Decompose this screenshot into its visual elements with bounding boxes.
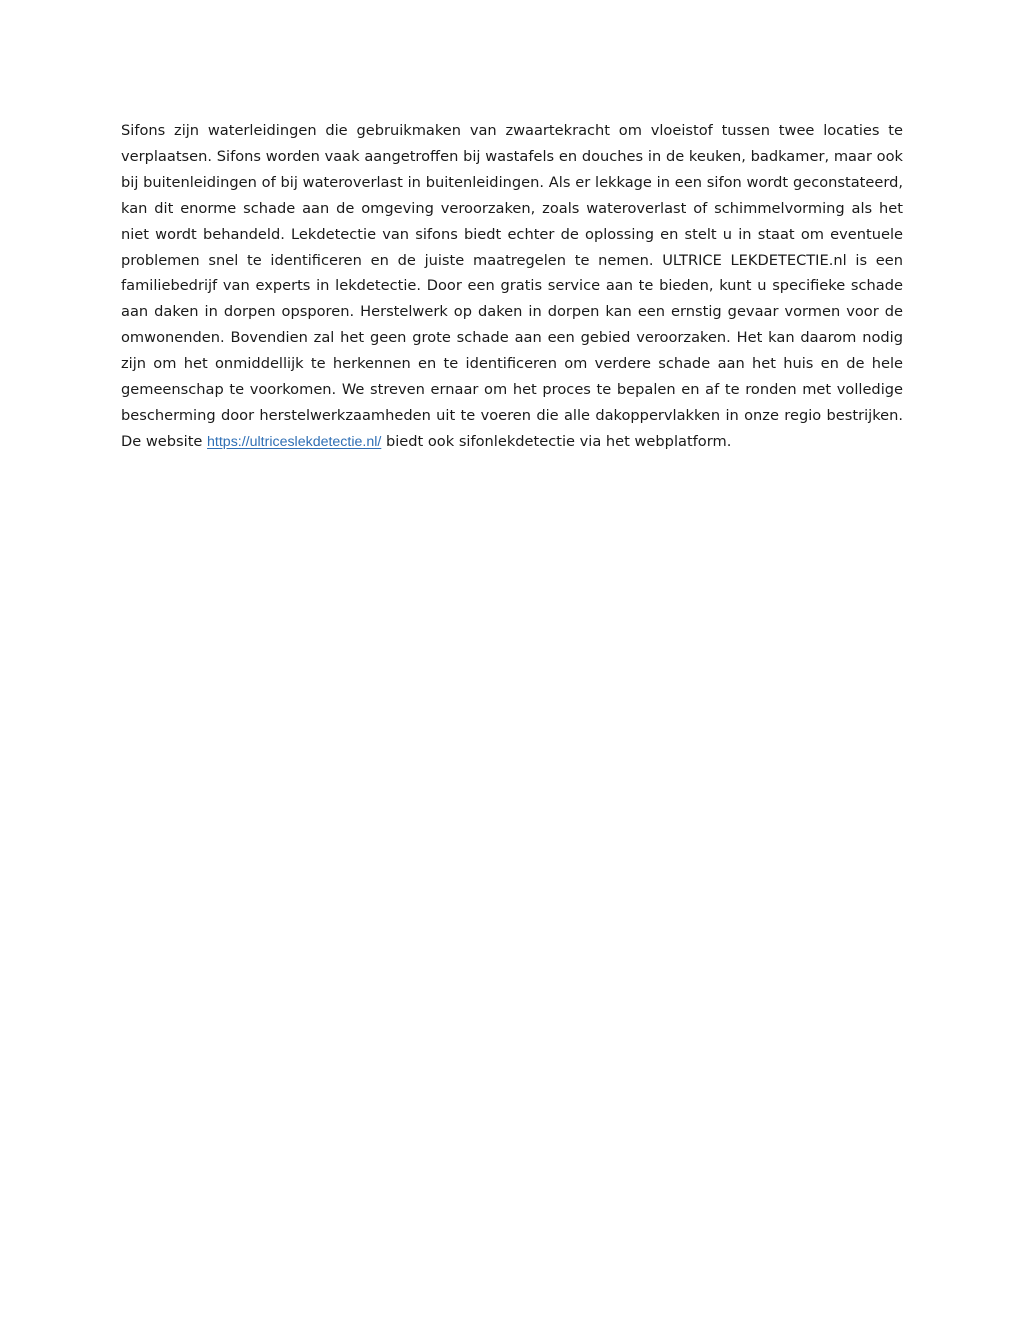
paragraph-text-after-link: biedt ook sifonlekdetectie via het webplatform. — [381, 432, 732, 450]
body-paragraph — [121, 118, 903, 456]
paragraph-text-before-link: Sifons zijn waterleidingen die gebruikmaken van zwaartekracht om vloeistof tussen twee locaties te verplaatsen. Sifons worden vaak aangetroffen bij wastafels en douches in de keuken, badkamer, maar ook bij buitenleidingen of bij wateroverlast in buitenleidingen. Als er lekkage in een sifon wordt geconstateerd, kan dit enorme schade aan de omgeving veroorzaken, zoals wateroverlast of schimmelvorming als het niet wordt behandeld. Lekdetectie van sifons biedt echter de oplossing en stelt u in staat om eventuele problemen snel te identificeren en de juiste maatregelen te nemen. ULTRICE LEKDETECTIE.nl is een familiebedrijf van experts in lekdetectie. Door een gratis service aan te bieden, kunt u specifieke schade aan daken in dorpen opsporen. Herstelwerk op daken in dorpen kan een ernstig gevaar vormen voor de omwonenden. Bovendien zal het geen grote schade aan een gebied veroorzaken. Het kan daarom nodig zijn om het onmiddellijk te herkennen en te identificeren om verdere schade aan het huis en de hele gemeenschap te voorkomen. We streven ernaar om het proces te bepalen en af te ronden met volledige bescherming door herstelwerkzaamheden uit te voeren die alle dakoppervlakken in onze regio bestrijken. De website — [121, 122, 903, 450]
website-link[interactable]: https://ultriceslekdetectie.nl/ — [207, 433, 382, 450]
